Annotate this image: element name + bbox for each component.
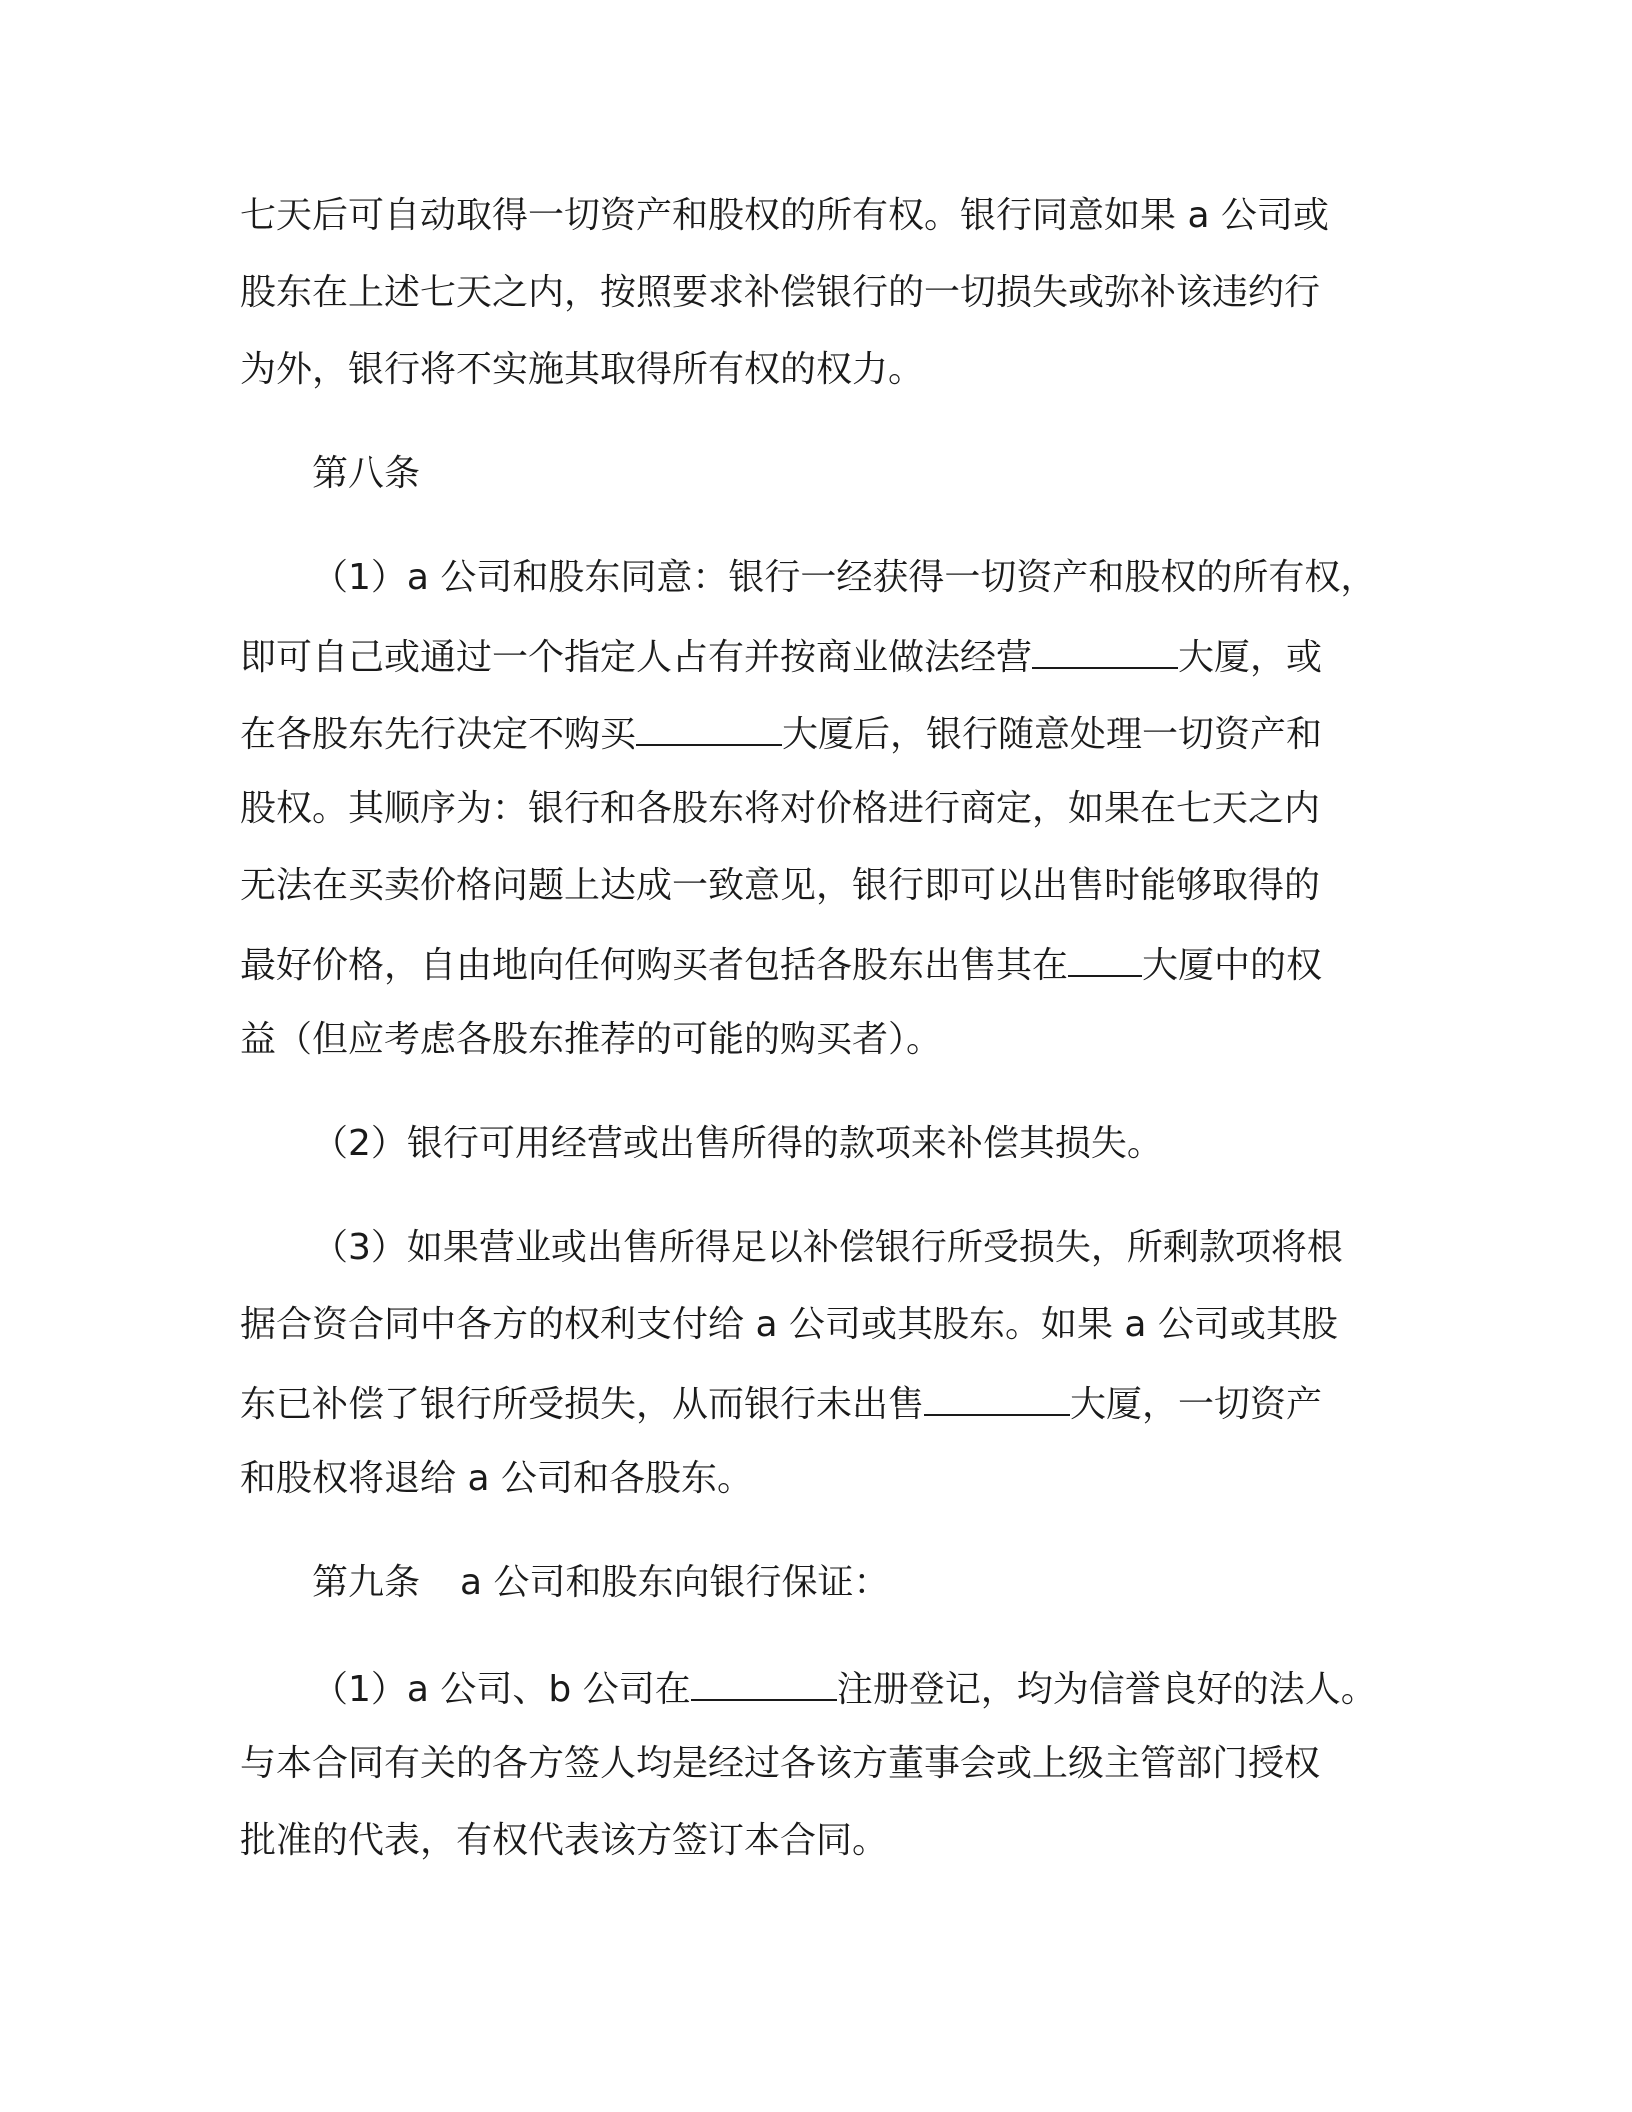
fill-in-blank: [1068, 945, 1142, 977]
article-8-clause-3-line: [240, 1384, 1322, 1423]
article-8-clause-1-line: [240, 945, 1322, 984]
article-8-clause-1-line: 股权。其顺序为：银行和各股东将对价格进行商定，如果在七天之内: [240, 788, 1321, 829]
article-8-clause-3-line: 据合资合同中各方的权利支付给 a 公司或其股东。如果 a 公司或其股: [240, 1304, 1338, 1345]
text-segment: 大厦，或: [1178, 637, 1323, 678]
text-segment: 最好价格，自由地向任何购买者包括各股东出售其在: [240, 945, 1069, 986]
article-8-clause-1-line: [240, 714, 1322, 753]
article-8-clause-3-line: （3）如果营业或出售所得足以补偿银行所受损失，所剩款项将根: [312, 1227, 1343, 1268]
text-segment: 即可自己或通过一个指定人占有并按商业做法经营: [240, 637, 1033, 678]
article-8-clause-1-line: 益（但应考虑各股东推荐的可能的购买者）。: [240, 1019, 943, 1060]
text-segment: 注册登记，均为信誉良好的法人。: [836, 1669, 1377, 1710]
text-segment: 大厦后，银行随意处理一切资产和: [782, 714, 1323, 755]
article-9-heading-line: [312, 1562, 890, 1603]
paragraph-line: 七天后可自动取得一切资产和股权的所有权。银行同意如果 a 公司或: [240, 195, 1329, 236]
article-8-clause-2-line: （2）银行可用经营或出售所得的款项来补偿其损失。: [312, 1123, 1163, 1164]
text-segment: （1）a 公司、b 公司在: [312, 1669, 691, 1710]
fill-in-blank: [691, 1669, 837, 1701]
text-segment: 在各股东先行决定不购买: [240, 714, 637, 755]
article-9-heading: 第九条: [312, 1562, 421, 1603]
text-segment: 东已补偿了银行所受损失，从而银行未出售: [240, 1384, 925, 1425]
paragraph-line: 股东在上述七天之内，按照要求补偿银行的一切损失或弥补该违约行: [240, 272, 1321, 313]
fill-in-blank: [924, 1384, 1070, 1416]
article-8-clause-1-line: [240, 637, 1322, 676]
article-9-heading-text: a 公司和股东向银行保证：: [460, 1562, 890, 1603]
text-segment: 大厦，一切资产: [1070, 1384, 1323, 1425]
fill-in-blank: [1032, 637, 1178, 669]
text-segment: 大厦中的权: [1142, 945, 1323, 986]
article-8-heading: 第八条: [312, 453, 421, 494]
article-8-clause-3-line: 和股权将退给 a 公司和各股东。: [240, 1458, 753, 1499]
article-8-clause-1-line: 无法在买卖价格问题上达成一致意见，银行即可以出售时能够取得的: [240, 865, 1321, 906]
fill-in-blank: [636, 714, 782, 746]
article-9-clause-1-line: 批准的代表，有权代表该方签订本合同。: [240, 1820, 889, 1861]
article-9-clause-1-line: 与本合同有关的各方签人均是经过各该方董事会或上级主管部门授权: [240, 1743, 1321, 1784]
paragraph-line: 为外，银行将不实施其取得所有权的权力。: [240, 349, 925, 390]
article-9-clause-1-line: [312, 1669, 1377, 1708]
article-8-clause-1-line: （1）a 公司和股东同意：银行一经获得一切资产和股权的所有权，: [312, 557, 1377, 598]
